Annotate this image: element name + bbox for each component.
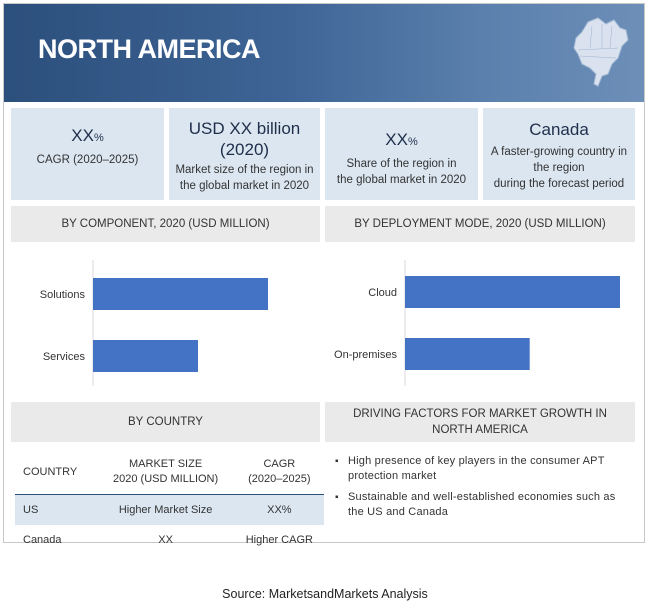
kpi-fastest-country-value: Canada (529, 120, 589, 139)
cell-market-size: Higher Market Size (97, 495, 235, 526)
region-banner (4, 4, 644, 102)
kpi-market-size-value: USD XX billion (188, 119, 301, 138)
list-item: ▪ Sustainable and well-established economies such as the US and Canada (348, 490, 634, 520)
kpi-share (325, 108, 478, 200)
kpi-fastest-country (483, 108, 635, 200)
kpi-share-label-2: the global market in 2020 (336, 174, 467, 186)
kpi-share-value: XX (385, 130, 408, 149)
category-label: Cloud (368, 287, 397, 299)
kpi-cagr-value: XX (71, 126, 94, 145)
table-row (15, 495, 324, 526)
bar-cloud (405, 276, 620, 308)
kpi-market-size-year: (2020) (219, 140, 270, 159)
kpi-market-size (169, 108, 320, 200)
cell-country: US (15, 495, 97, 526)
list-item: ▪ High presence of key players in the consumer APT protection market (348, 454, 634, 484)
kpi-share-label-1: Share of the region in (346, 158, 457, 170)
source-note: Source: MarketsandMarkets Analysis (222, 587, 428, 601)
cell-cagr: XX% (235, 495, 324, 526)
category-label: On-premises (334, 349, 397, 361)
cell-market-size: XX (158, 534, 173, 546)
kpi-market-size-label-2: the global market in 2020 (179, 180, 310, 192)
kpi-fastest-label-2: the region (533, 162, 585, 174)
category-label: Solutions (39, 289, 85, 301)
bar-services (93, 340, 198, 372)
col-header-market-size: MARKET SIZE 2020 (USD MILLION) (97, 450, 235, 495)
country-heading: BY COUNTRY (11, 402, 320, 442)
cell-country: Canada (23, 534, 62, 546)
cell-cagr: Higher CAGR (245, 534, 313, 546)
deployment-chart-heading: BY DEPLOYMENT MODE, 2020 (USD MILLION) (325, 206, 635, 242)
north-america-map-icon (568, 14, 632, 92)
drivers-heading-line-1: DRIVING FACTORS FOR MARKET GROWTH IN (353, 408, 607, 420)
kpi-fastest-label-3: during the forecast period (493, 178, 625, 190)
country-table (15, 450, 324, 555)
kpi-cagr (11, 108, 164, 200)
infographic-frame (3, 3, 645, 546)
kpi-fastest-label-1: A faster-growing country in (490, 146, 628, 158)
kpi-share-unit: % (407, 136, 418, 148)
region-title: NORTH AMERICA (38, 34, 260, 64)
kpi-market-size-label-1: Market size of the region in (175, 164, 314, 176)
bar-on-premises (405, 338, 530, 370)
col-header-cagr: CAGR (2020–2025) (235, 450, 324, 495)
table-row (15, 525, 324, 555)
component-bar-chart (11, 252, 320, 392)
component-chart-heading: BY COMPONENT, 2020 (USD MILLION) (11, 206, 320, 242)
country-table-header-row (15, 450, 324, 495)
col-header-country: COUNTRY (15, 450, 97, 495)
kpi-cagr-label: CAGR (2020–2025) (36, 154, 139, 166)
drivers-heading-line-2: NORTH AMERICA (432, 424, 528, 436)
bar-solutions (93, 278, 268, 310)
kpi-cagr-unit: % (93, 132, 104, 144)
drivers-list (334, 454, 634, 526)
deployment-bar-chart (325, 252, 635, 392)
drivers-heading (325, 402, 635, 442)
category-label: Services (42, 351, 85, 363)
